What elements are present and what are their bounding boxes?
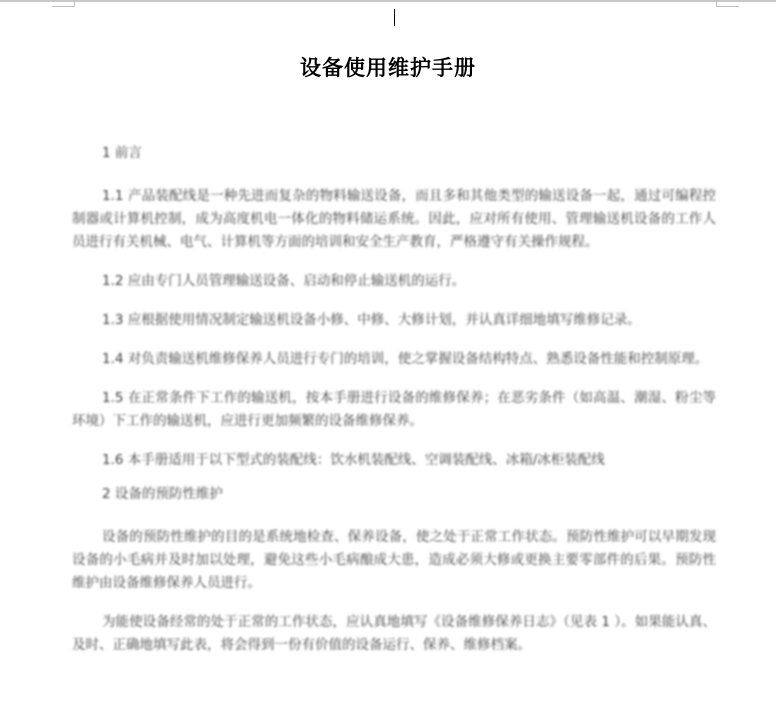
paragraph-2-1[interactable]: 设备的预防性维护的目的是系统地检查、保养设备，使之处于正常工作状态。预防性维护可以早期发现设备的小毛病并及时加以处理，避免这些小毛病酿成大患，造成必须大修或更换主要零部件的后果。预防性维护由设备维修保养人员进行。 [72,529,716,591]
margin-corner-left [52,0,75,7]
paragraph-2-2[interactable]: 为能使设备经常的处于正常的工作状态，应认真地填写《设备维修保养日志》（见表 1 ）。如果能认真、及时、正确地填写此表，将会得到一份有价值的设备运行、保养、维修档案。 [72,614,716,653]
section-heading-preventive-maintenance[interactable]: 2 设备的预防性维护 [102,486,223,502]
section-heading-preface[interactable]: 1 前言 [102,145,142,161]
paragraph-1-2[interactable]: 1.2 应由专门人员管理输送设备、启动和停止输送机的运行。 [102,273,466,289]
paragraph-1-4[interactable]: 1.4 对负责输送机维修保养人员进行专门的培训，使之掌握设备结构特点、熟悉设备性能和控制原理。 [102,351,709,367]
margin-corner-right [716,0,739,7]
text-cursor [394,9,395,26]
paragraph-1-3[interactable]: 1.3 应根据使用情况制定输送机设备小修、中修、大修计划，并认真详细地填写维修记录。 [102,312,641,328]
paragraph-1-6[interactable]: 1.6 本手册适用于以下型式的装配线：饮水机装配线、空调装配线、冰箱/冰柜装配线 [102,452,605,468]
paragraph-1-1[interactable]: 1.1 产品装配线是一种先进而复杂的物料输送设备，而且多和其他类型的输送设备一起，通过可编程控制器或计算机控制，成为高度机电一体化的物料储运系统。因此，应对所有使用、管理输送机设备的工作人员进行有关机械、电气、计算机等方面的培训和安全生产教育，严格遵守有关操作规程。 [72,188,716,250]
document-title[interactable]: 设备使用维护手册 [300,55,476,80]
page-top-border [0,0,776,2]
document-body[interactable] [72,142,716,673]
paragraph-1-5[interactable]: 1.5 在正常条件下工作的输送机，按本手册进行设备的维修保养；在恶劣条件（如高温、潮湿、粉尘等环境）下工作的输送机，应进行更加频繁的设备维修保养。 [72,390,716,429]
